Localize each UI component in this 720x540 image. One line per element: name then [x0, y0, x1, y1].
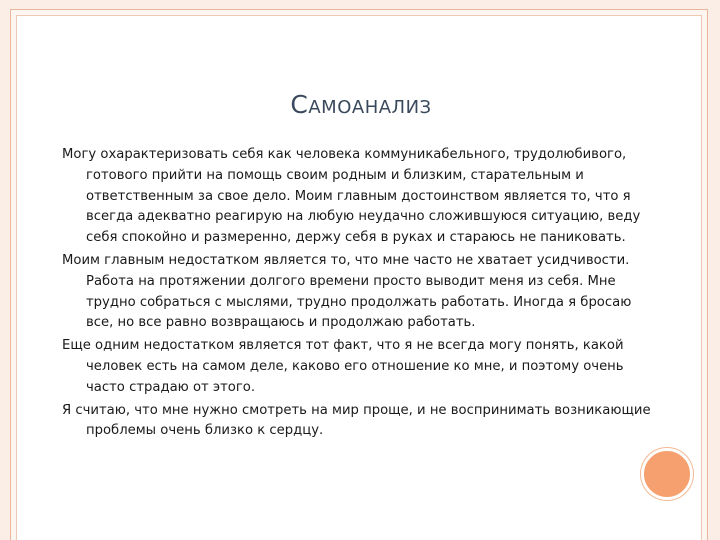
slide-title: Самоанализ — [290, 90, 432, 119]
decorative-circle-icon — [641, 448, 693, 500]
paragraph-strengths: Могу охарактеризовать себя как человека коммуникабельного, трудолюбивого, готового прийти на помощь своим родным и близким, старательным и ответственным за свое дело. Моим главным достоинством является то, что я всегда адекватно реагирую на любую неудачно сложившуюся ситуацию, веду себя спокойно и размеренно, держу себя в руках и стараюсь не паниковать. — [62, 147, 641, 246]
slide-body — [62, 145, 662, 442]
paragraph-another-weakness: Еще одним недостатком является тот факт, что я не всегда могу понять, какой человек есть на самом деле, каково его отношение ко мне, и поэтому очень часто страдаю от этого. — [62, 338, 624, 395]
paragraph-main-weakness: Моим главным недостатком является то, что мне часто не хватает усидчивости. Работа на протяжении долгого времени просто выводит меня из себя. Мне трудно собраться с мыслями, трудно продолжать работать. Иногда я бросаю все, но все равно возвращаюсь и продолжаю работать. — [62, 252, 632, 331]
slide-content-area — [16, 15, 702, 540]
paragraph-conclusion: Я считаю, что мне нужно смотреть на мир проще, и не воспринимать возникающие проблемы очень близко к сердцу. — [62, 402, 651, 439]
